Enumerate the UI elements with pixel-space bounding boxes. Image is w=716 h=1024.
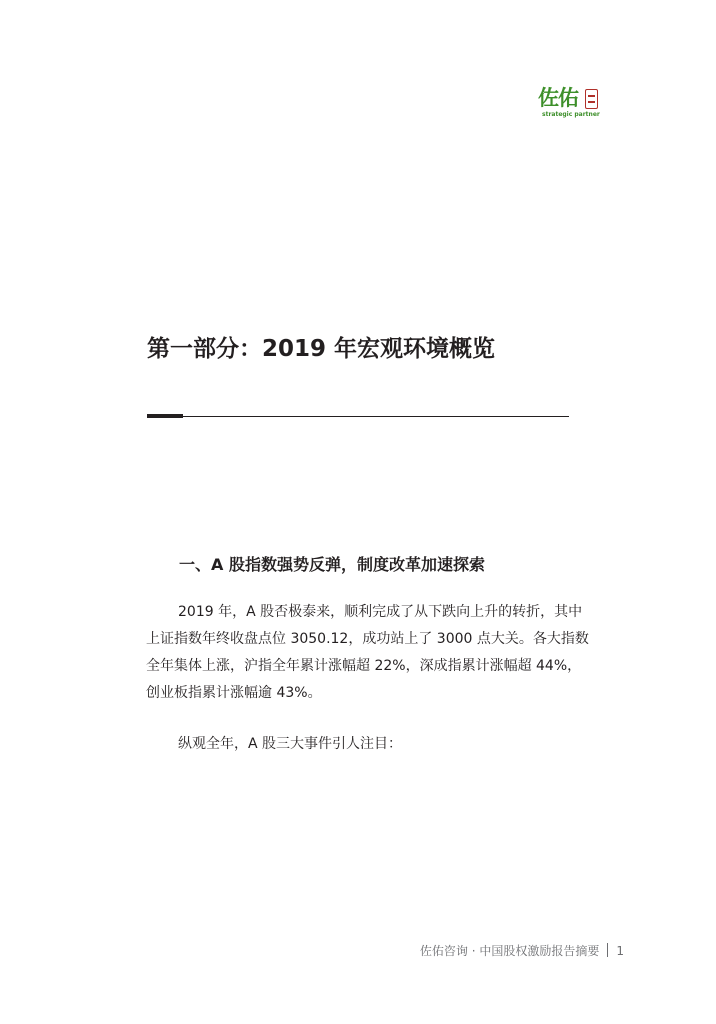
paragraph-line: 2019 年，A 股否极泰来，顺利完成了从下跌向上升的转折，其中 [178,604,583,620]
page-footer [420,941,624,961]
part-title: 第一部分：2019 年宏观环境概览 [147,336,496,362]
title-rule [183,416,569,417]
title-rule-accent [147,414,183,418]
logo-tagline: strategic partner [542,111,600,118]
page-number: 1 [616,944,624,958]
paragraph-line: 全年集体上涨，沪指全年累计涨幅超 22%，深成指累计涨幅超 44%， [146,658,582,674]
footer-text: 佐佑咨询 · 中国股权激励报告摘要 [419,944,600,958]
logo-name: 佐佑 [538,85,578,110]
company-logo [538,86,608,122]
footer-divider [607,943,608,957]
logo-seal-icon [585,89,598,109]
paragraph-line: 纵观全年，A 股三大事件引人注目： [178,736,403,752]
paragraph-line: 上证指数年终收盘点位 3050.12，成功站上了 3000 点大关。各大指数 [146,631,589,647]
paragraph-three-events [146,731,586,758]
section-heading: 一、A 股指数强势反弹，制度改革加速探索 [179,555,485,574]
paragraph-market-overview [146,599,589,707]
paragraph-line: 创业板指累计涨幅逾 43%。 [146,685,322,701]
